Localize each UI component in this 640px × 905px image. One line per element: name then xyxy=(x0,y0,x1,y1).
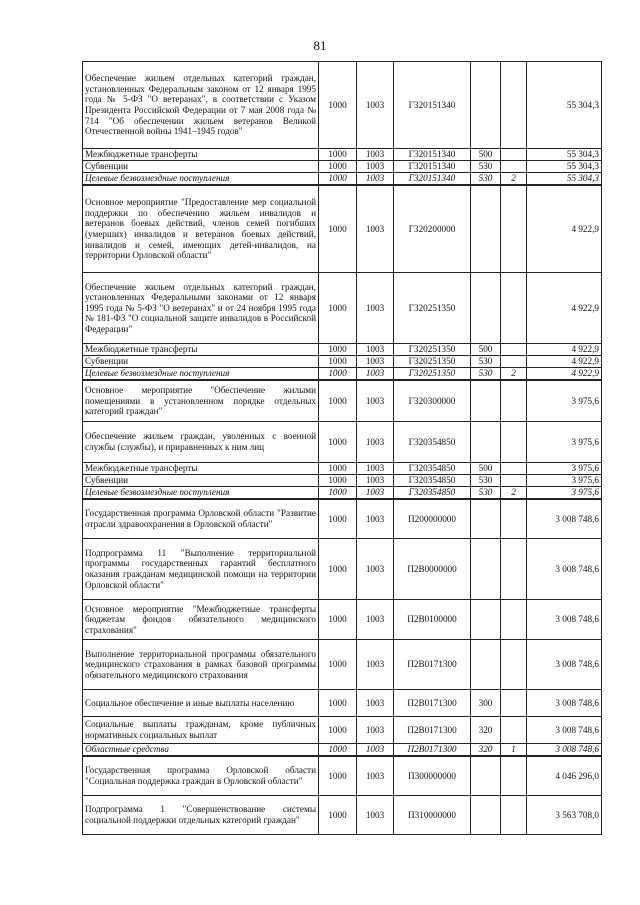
amount-cell: 4 046 296,0 xyxy=(527,756,602,796)
amount-cell: 55 304,3 xyxy=(527,149,602,161)
subsection-code-cell: 1003 xyxy=(357,640,394,690)
section-code-cell: 1000 xyxy=(319,717,357,744)
table-row xyxy=(83,368,602,381)
item-name-cell: Целевые безвозмездные поступления xyxy=(83,368,319,381)
item-name-cell: Подпрограмма 1 "Совершенствование системы социальной поддержки отдельных категорий граждан" xyxy=(83,796,319,835)
subsection-code-cell: 1003 xyxy=(357,368,394,381)
subsection-code-cell: 1003 xyxy=(357,173,394,186)
expense-type-cell xyxy=(471,796,501,835)
item-name-cell: Целевые безвозмездные поступления xyxy=(83,487,319,500)
subsection-code-cell: 1003 xyxy=(357,499,394,539)
target-article-cell: Г320354850 xyxy=(394,463,471,475)
amount-cell: 3 008 748,6 xyxy=(527,499,602,539)
funding-source-cell xyxy=(501,161,527,173)
section-code-cell: 1000 xyxy=(319,368,357,381)
subsection-code-cell: 1003 xyxy=(357,62,394,149)
amount-cell: 55 304,3 xyxy=(527,161,602,173)
amount-cell: 3 008 748,6 xyxy=(527,640,602,690)
funding-source-cell xyxy=(501,640,527,690)
target-article-cell: П310000000 xyxy=(394,796,471,835)
budget-table xyxy=(82,61,602,835)
subsection-code-cell: 1003 xyxy=(357,149,394,161)
target-article-cell: Г320200000 xyxy=(394,185,471,273)
item-name-cell: Государственная программа Орловской области "Развитие отрасли здравоохранения в Орловской области" xyxy=(83,499,319,539)
section-code-cell: 1000 xyxy=(319,796,357,835)
expense-type-cell: 530 xyxy=(471,487,501,500)
target-article-cell: Г320354850 xyxy=(394,422,471,463)
funding-source-cell xyxy=(501,796,527,835)
amount-cell: 3 975,6 xyxy=(527,463,602,475)
table-row xyxy=(83,475,602,487)
subsection-code-cell: 1003 xyxy=(357,744,394,757)
subsection-code-cell: 1003 xyxy=(357,487,394,500)
table-row xyxy=(83,690,602,717)
item-name-cell: Обеспечение жильем отдельных категорий граждан, установленных Федеральным законом от 12 января 1995 года № 5-ФЗ "О ветеранах", в соответствии с Указом Президента Российской Федерации от 7 мая 2008 года № 714 "Об обеспечении жильем ветеранов Великой Отечественной войны 1941–1945 годов" xyxy=(83,62,319,149)
target-article-cell: П2В0171300 xyxy=(394,744,471,757)
item-name-cell: Целевые безвозмездные поступления xyxy=(83,173,319,186)
subsection-code-cell: 1003 xyxy=(357,756,394,796)
amount-cell: 3 975,6 xyxy=(527,380,602,422)
amount-cell: 3 563 708,0 xyxy=(527,796,602,835)
expense-type-cell xyxy=(471,380,501,422)
target-article-cell: Г320151340 xyxy=(394,149,471,161)
expense-type-cell: 500 xyxy=(471,149,501,161)
target-article-cell: Г320354850 xyxy=(394,487,471,500)
funding-source-cell xyxy=(501,344,527,356)
amount-cell: 4 922,9 xyxy=(527,185,602,273)
subsection-code-cell: 1003 xyxy=(357,690,394,717)
funding-source-cell xyxy=(501,499,527,539)
table-row xyxy=(83,185,602,273)
expense-type-cell: 530 xyxy=(471,356,501,368)
target-article-cell: П2В0100000 xyxy=(394,600,471,640)
section-code-cell: 1000 xyxy=(319,185,357,273)
section-code-cell: 1000 xyxy=(319,356,357,368)
target-article-cell: Г320251350 xyxy=(394,344,471,356)
expense-type-cell: 530 xyxy=(471,161,501,173)
subsection-code-cell: 1003 xyxy=(357,185,394,273)
table-row xyxy=(83,173,602,186)
item-name-cell: Межбюджетные трансферты xyxy=(83,149,319,161)
subsection-code-cell: 1003 xyxy=(357,380,394,422)
amount-cell: 3 008 748,6 xyxy=(527,539,602,600)
subsection-code-cell: 1003 xyxy=(357,796,394,835)
funding-source-cell xyxy=(501,273,527,344)
table-row xyxy=(83,149,602,161)
amount-cell: 4 922,9 xyxy=(527,273,602,344)
item-name-cell: Основное мероприятие "Обеспечение жилыми помещениями в установленном порядке отдельных категорий граждан" xyxy=(83,380,319,422)
item-name-cell: Субвенции xyxy=(83,161,319,173)
item-name-cell: Субвенции xyxy=(83,475,319,487)
expense-type-cell: 500 xyxy=(471,463,501,475)
subsection-code-cell: 1003 xyxy=(357,717,394,744)
funding-source-cell xyxy=(501,475,527,487)
table-row xyxy=(83,356,602,368)
funding-source-cell xyxy=(501,380,527,422)
expense-type-cell xyxy=(471,185,501,273)
item-name-cell: Обеспечение жильем отдельных категорий граждан, установленных Федеральными законами от 12 января 1995 года № 5-ФЗ "О ветеранах" и от 24 ноября 1995 года № 181-ФЗ "О социальной защите инвалидов в Российской Федерации" xyxy=(83,273,319,344)
page-number: 81 xyxy=(313,38,327,53)
expense-type-cell: 530 xyxy=(471,475,501,487)
section-code-cell: 1000 xyxy=(319,149,357,161)
expense-type-cell xyxy=(471,499,501,539)
amount-cell: 4 922,9 xyxy=(527,368,602,381)
subsection-code-cell: 1003 xyxy=(357,273,394,344)
target-article-cell: Г320300000 xyxy=(394,380,471,422)
funding-source-cell xyxy=(501,422,527,463)
item-name-cell: Государственная программа Орловской области "Социальная поддержка граждан в Орловской области" xyxy=(83,756,319,796)
item-name-cell: Межбюджетные трансферты xyxy=(83,463,319,475)
table-row xyxy=(83,422,602,463)
target-article-cell: П2В0000000 xyxy=(394,539,471,600)
funding-source-cell xyxy=(501,717,527,744)
target-article-cell: Г320251350 xyxy=(394,368,471,381)
amount-cell: 55 304,3 xyxy=(527,62,602,149)
table-row xyxy=(83,744,602,757)
amount-cell: 3 008 748,6 xyxy=(527,600,602,640)
target-article-cell: П2В0171300 xyxy=(394,640,471,690)
funding-source-cell: 2 xyxy=(501,173,527,186)
amount-cell: 3 008 748,6 xyxy=(527,717,602,744)
section-code-cell: 1000 xyxy=(319,422,357,463)
item-name-cell: Межбюджетные трансферты xyxy=(83,344,319,356)
section-code-cell: 1000 xyxy=(319,640,357,690)
section-code-cell: 1000 xyxy=(319,161,357,173)
section-code-cell: 1000 xyxy=(319,62,357,149)
section-code-cell: 1000 xyxy=(319,463,357,475)
funding-source-cell xyxy=(501,600,527,640)
expense-type-cell xyxy=(471,539,501,600)
subsection-code-cell: 1003 xyxy=(357,463,394,475)
section-code-cell: 1000 xyxy=(319,499,357,539)
amount-cell: 3 975,6 xyxy=(527,475,602,487)
expense-type-cell: 300 xyxy=(471,690,501,717)
funding-source-cell xyxy=(501,463,527,475)
funding-source-cell: 1 xyxy=(501,744,527,757)
funding-source-cell xyxy=(501,62,527,149)
subsection-code-cell: 1003 xyxy=(357,600,394,640)
table-row xyxy=(83,717,602,744)
section-code-cell: 1000 xyxy=(319,475,357,487)
funding-source-cell xyxy=(501,756,527,796)
item-name-cell: Субвенции xyxy=(83,356,319,368)
target-article-cell: Г320151340 xyxy=(394,173,471,186)
item-name-cell: Областные средства xyxy=(83,744,319,757)
table-row xyxy=(83,161,602,173)
section-code-cell: 1000 xyxy=(319,756,357,796)
expense-type-cell xyxy=(471,273,501,344)
funding-source-cell xyxy=(501,149,527,161)
table-row xyxy=(83,487,602,500)
subsection-code-cell: 1003 xyxy=(357,161,394,173)
expense-type-cell: 320 xyxy=(471,744,501,757)
section-code-cell: 1000 xyxy=(319,600,357,640)
expense-type-cell: 320 xyxy=(471,717,501,744)
item-name-cell: Основное мероприятие "Межбюджетные трансферты бюджетам фондов обязательного медицинского страхования" xyxy=(83,600,319,640)
expense-type-cell: 500 xyxy=(471,344,501,356)
funding-source-cell: 2 xyxy=(501,487,527,500)
section-code-cell: 1000 xyxy=(319,487,357,500)
expense-type-cell xyxy=(471,600,501,640)
funding-source-cell xyxy=(501,539,527,600)
target-article-cell: П2В0171300 xyxy=(394,690,471,717)
table-row xyxy=(83,273,602,344)
subsection-code-cell: 1003 xyxy=(357,344,394,356)
table-row xyxy=(83,796,602,835)
expense-type-cell xyxy=(471,756,501,796)
section-code-cell: 1000 xyxy=(319,344,357,356)
item-name-cell: Подпрограмма 11 "Выполнение территориальной программы государственных гарантий бесплатного оказания гражданам медицинской помощи на территории Орловской области" xyxy=(83,539,319,600)
table-row xyxy=(83,344,602,356)
amount-cell: 55 304,3 xyxy=(527,173,602,186)
section-code-cell: 1000 xyxy=(319,380,357,422)
item-name-cell: Обеспечение жильем граждан, уволенных с военной службы (службы), и приравненных к ним лиц xyxy=(83,422,319,463)
target-article-cell: П200000000 xyxy=(394,499,471,539)
target-article-cell: Г320354850 xyxy=(394,475,471,487)
target-article-cell: Г320251350 xyxy=(394,356,471,368)
expense-type-cell: 530 xyxy=(471,173,501,186)
amount-cell: 3 975,6 xyxy=(527,487,602,500)
table-row xyxy=(83,499,602,539)
amount-cell: 3 008 748,6 xyxy=(527,744,602,757)
funding-source-cell: 2 xyxy=(501,368,527,381)
table-row xyxy=(83,380,602,422)
section-code-cell: 1000 xyxy=(319,690,357,717)
table-row xyxy=(83,62,602,149)
expense-type-cell xyxy=(471,640,501,690)
table-row xyxy=(83,539,602,600)
section-code-cell: 1000 xyxy=(319,273,357,344)
funding-source-cell xyxy=(501,185,527,273)
target-article-cell: Г320151340 xyxy=(394,161,471,173)
expense-type-cell xyxy=(471,62,501,149)
item-name-cell: Социальное обеспечение и иные выплаты населению xyxy=(83,690,319,717)
section-code-cell: 1000 xyxy=(319,539,357,600)
amount-cell: 4 922,9 xyxy=(527,356,602,368)
amount-cell: 4 922,9 xyxy=(527,344,602,356)
expense-type-cell xyxy=(471,422,501,463)
item-name-cell: Основное мероприятие "Предоставление мер социальной поддержки по обеспечению жильем инвалидов и ветеранов боевых действий, членов семей погибших (умерших) инвалидов и ветеранов боевых действий, инвалидов и семей, имеющих детей-инвалидов, на территории Орловской области" xyxy=(83,185,319,273)
table-row xyxy=(83,640,602,690)
funding-source-cell xyxy=(501,690,527,717)
expense-type-cell: 530 xyxy=(471,368,501,381)
subsection-code-cell: 1003 xyxy=(357,356,394,368)
amount-cell: 3 975,6 xyxy=(527,422,602,463)
subsection-code-cell: 1003 xyxy=(357,475,394,487)
target-article-cell: П300000000 xyxy=(394,756,471,796)
target-article-cell: Г320151340 xyxy=(394,62,471,149)
section-code-cell: 1000 xyxy=(319,173,357,186)
table-row xyxy=(83,463,602,475)
funding-source-cell xyxy=(501,356,527,368)
item-name-cell: Социальные выплаты гражданам, кроме публичных нормативных социальных выплат xyxy=(83,717,319,744)
subsection-code-cell: 1003 xyxy=(357,422,394,463)
target-article-cell: П2В0171300 xyxy=(394,717,471,744)
table-row xyxy=(83,756,602,796)
target-article-cell: Г320251350 xyxy=(394,273,471,344)
subsection-code-cell: 1003 xyxy=(357,539,394,600)
budget-table-body xyxy=(83,62,602,835)
section-code-cell: 1000 xyxy=(319,744,357,757)
table-row xyxy=(83,600,602,640)
amount-cell: 3 008 748,6 xyxy=(527,690,602,717)
item-name-cell: Выполнение территориальной программы обязательного медицинского страхования в рамках базовой программы обязательного медицинского страхования xyxy=(83,640,319,690)
